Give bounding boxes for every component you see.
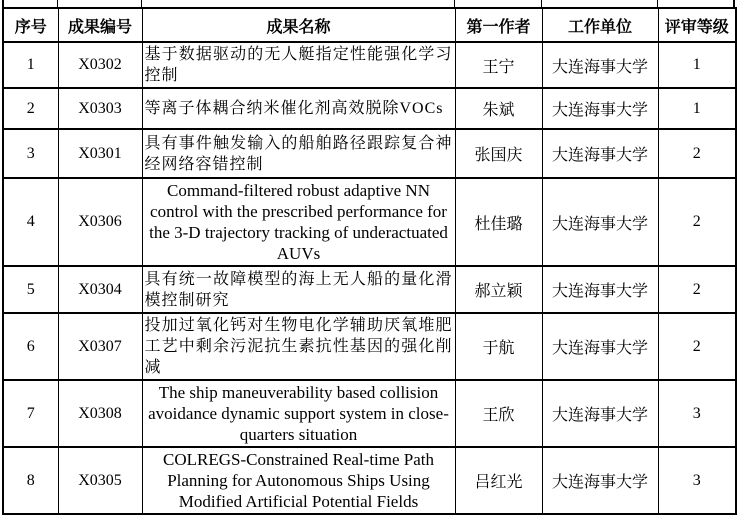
cell-affiliation: 大连海事大学 xyxy=(542,129,658,178)
cell-author: 朱斌 xyxy=(455,88,542,129)
cell-name: 具有统一故障模型的海上无人船的量化滑模控制研究 xyxy=(142,266,455,313)
cell-index: 5 xyxy=(3,266,58,313)
cell-author: 于航 xyxy=(455,313,542,380)
cell-name: Command-filtered robust adaptive NN control with the prescribed performance for the 3-D trajectory tracking of underactuated AUVs xyxy=(142,178,455,266)
cell-index: 6 xyxy=(3,313,58,380)
table-row xyxy=(3,313,736,380)
stub-divider xyxy=(454,0,541,7)
cell-affiliation: 大连海事大学 xyxy=(542,266,658,313)
cell-affiliation: 大连海事大学 xyxy=(542,380,658,447)
cell-grade: 3 xyxy=(658,380,736,447)
cell-index: 3 xyxy=(3,129,58,178)
cell-index: 7 xyxy=(3,380,58,447)
table-row xyxy=(3,42,736,88)
table-row xyxy=(3,178,736,266)
cell-grade: 1 xyxy=(658,88,736,129)
table-row xyxy=(3,129,736,178)
cell-id: X0306 xyxy=(58,178,142,266)
stub-divider xyxy=(2,0,57,7)
cell-affiliation: 大连海事大学 xyxy=(542,447,658,514)
stub-divider xyxy=(541,0,657,7)
cell-grade: 2 xyxy=(658,313,736,380)
cell-affiliation: 大连海事大学 xyxy=(542,178,658,266)
table-row xyxy=(3,88,736,129)
column-header-author: 第一作者 xyxy=(455,8,542,42)
cell-affiliation: 大连海事大学 xyxy=(542,313,658,380)
cell-index: 2 xyxy=(3,88,58,129)
cell-name: The ship maneuverability based collision avoidance dynamic support system in close-quarters situation xyxy=(142,380,455,447)
cell-author: 王欣 xyxy=(455,380,542,447)
cell-grade: 2 xyxy=(658,129,736,178)
stub-divider xyxy=(657,0,735,7)
cell-name: 投加过氧化钙对生物电化学辅助厌氧堆肥工艺中剩余污泥抗生素抗性基因的强化削减 xyxy=(142,313,455,380)
results-table xyxy=(2,7,737,515)
cell-index: 8 xyxy=(3,447,58,514)
column-header-index: 序号 xyxy=(3,8,58,42)
cell-id: X0305 xyxy=(58,447,142,514)
cell-name: 等离子体耦合纳米催化剂高效脱除VOCs xyxy=(142,88,455,129)
cell-author: 王宁 xyxy=(455,42,542,88)
cell-grade: 1 xyxy=(658,42,736,88)
cell-id: X0304 xyxy=(58,266,142,313)
table-row xyxy=(3,447,736,514)
cell-grade: 2 xyxy=(658,178,736,266)
cell-affiliation: 大连海事大学 xyxy=(542,42,658,88)
cell-grade: 2 xyxy=(658,266,736,313)
cell-name: COLREGS-Constrained Real-time Path Planning for Autonomous Ships Using Modified Artificial Potential Fields xyxy=(142,447,455,514)
cell-id: X0308 xyxy=(58,380,142,447)
cell-index: 1 xyxy=(3,42,58,88)
cell-id: X0302 xyxy=(58,42,142,88)
cell-affiliation: 大连海事大学 xyxy=(542,88,658,129)
cell-author: 吕红光 xyxy=(455,447,542,514)
table-row xyxy=(3,380,736,447)
cell-id: X0303 xyxy=(58,88,142,129)
cell-index: 4 xyxy=(3,178,58,266)
cropped-row-border-stubs xyxy=(2,0,735,7)
column-header-grade: 评审等级 xyxy=(658,8,736,42)
header-row xyxy=(3,8,736,42)
cell-author: 杜佳璐 xyxy=(455,178,542,266)
column-header-id: 成果编号 xyxy=(58,8,142,42)
cell-author: 张国庆 xyxy=(455,129,542,178)
table-row xyxy=(3,266,736,313)
stub-divider xyxy=(141,0,454,7)
cell-id: X0301 xyxy=(58,129,142,178)
column-header-affiliation: 工作单位 xyxy=(542,8,658,42)
cell-name: 基于数据驱动的无人艇指定性能强化学习控制 xyxy=(142,42,455,88)
cell-grade: 3 xyxy=(658,447,736,514)
cell-author: 郝立颖 xyxy=(455,266,542,313)
stub-divider xyxy=(57,0,141,7)
cell-name: 具有事件触发输入的船舶路径跟踪复合神经网络容错控制 xyxy=(142,129,455,178)
column-header-name: 成果名称 xyxy=(142,8,455,42)
cell-id: X0307 xyxy=(58,313,142,380)
